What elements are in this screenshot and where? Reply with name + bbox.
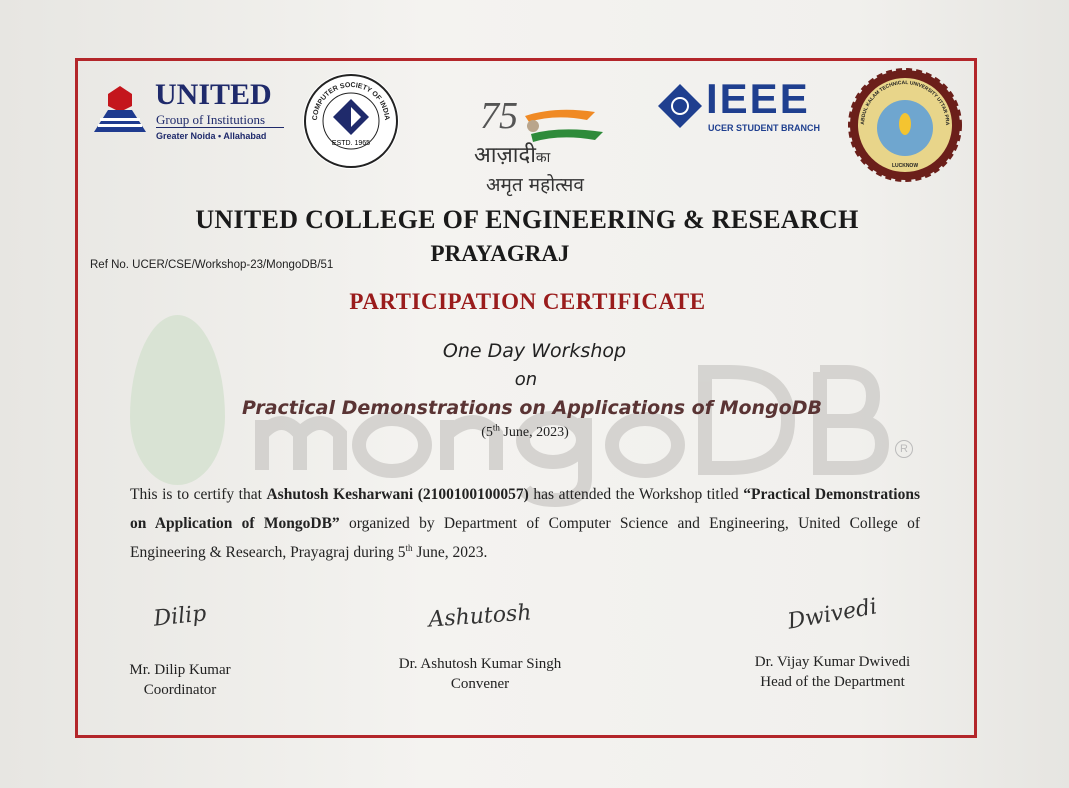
azadi-line2: अमृत महोत्सव xyxy=(486,174,584,196)
signature: Dilip xyxy=(152,601,208,632)
signatory-name: Mr. Dilip Kumar xyxy=(129,662,231,678)
aktu-text: ABDUL KALAM TECHNICAL UNIVERSITY UTTAR PRA xyxy=(859,79,951,126)
united-location: Greater Noida • Allahabad xyxy=(156,131,267,141)
united-sub: Group of Institutions xyxy=(156,112,284,128)
signatory-name: Dr. Ashutosh Kumar Singh xyxy=(398,656,562,672)
participant-name: Ashutosh Kesharwani (2100100100057) xyxy=(266,486,529,503)
signatory-role: Coordinator xyxy=(143,682,217,698)
ieee-name: IEEE xyxy=(706,75,810,122)
college-name: UNITED COLLEGE OF ENGINEERING & RESEARCH xyxy=(195,205,859,234)
body-text: organized by Department of Computer Science and Engineering, United College of Engineering & Research, Prayagraj during 5 xyxy=(130,515,921,561)
body-text: has attended the Workshop titled xyxy=(528,486,744,503)
signatory-convener xyxy=(385,600,575,694)
signature: Dwivedi xyxy=(785,594,879,635)
azadi-75: 75 xyxy=(480,95,518,137)
date-pre: (5 xyxy=(481,425,493,440)
date-sup: th xyxy=(492,422,500,433)
body-text: June, 2023. xyxy=(412,544,488,561)
registered-mark: R xyxy=(895,440,913,458)
csi-estd: ESTD. 1965 xyxy=(331,140,371,147)
reference-number: Ref No. UCER/CSE/Workshop-23/MongoDB/51 xyxy=(90,259,334,271)
body-sup: th xyxy=(405,542,413,553)
workshop-title: “Practical Demonstrations on Application of MongoDB” xyxy=(130,486,920,532)
united-name: UNITED xyxy=(155,78,272,111)
aktu-city: LUCKNOW xyxy=(891,163,919,169)
certificate-body xyxy=(130,480,920,567)
signatory-hod xyxy=(735,594,930,692)
workshop-topic: Practical Demonstrations on Applications of MongoDB xyxy=(242,397,822,419)
workshop-on: on xyxy=(514,369,538,390)
certificate-title: PARTICIPATION CERTIFICATE xyxy=(349,289,706,314)
workshop-type: One Day Workshop xyxy=(442,340,627,362)
signatory-role: Convener xyxy=(450,676,510,692)
signatory-coordinator xyxy=(110,601,250,700)
azadi-ka: का xyxy=(535,150,551,166)
workshop-date xyxy=(0,424,1050,442)
signatory-name: Dr. Vijay Kumar Dwivedi xyxy=(754,654,911,670)
ieee-sub: UCER STUDENT BRANCH xyxy=(708,123,820,133)
csi-text: COMPUTER SOCIETY OF INDIA xyxy=(311,81,391,121)
azadi-line1: आज़ादी xyxy=(474,143,536,168)
signatory-role: Head of the Department xyxy=(760,674,905,690)
signature: Ashutosh xyxy=(427,600,533,633)
body-text: This is to certify that xyxy=(130,486,267,503)
date-post: June, 2023) xyxy=(499,425,569,440)
college-city: PRAYAGRAJ xyxy=(430,241,570,266)
